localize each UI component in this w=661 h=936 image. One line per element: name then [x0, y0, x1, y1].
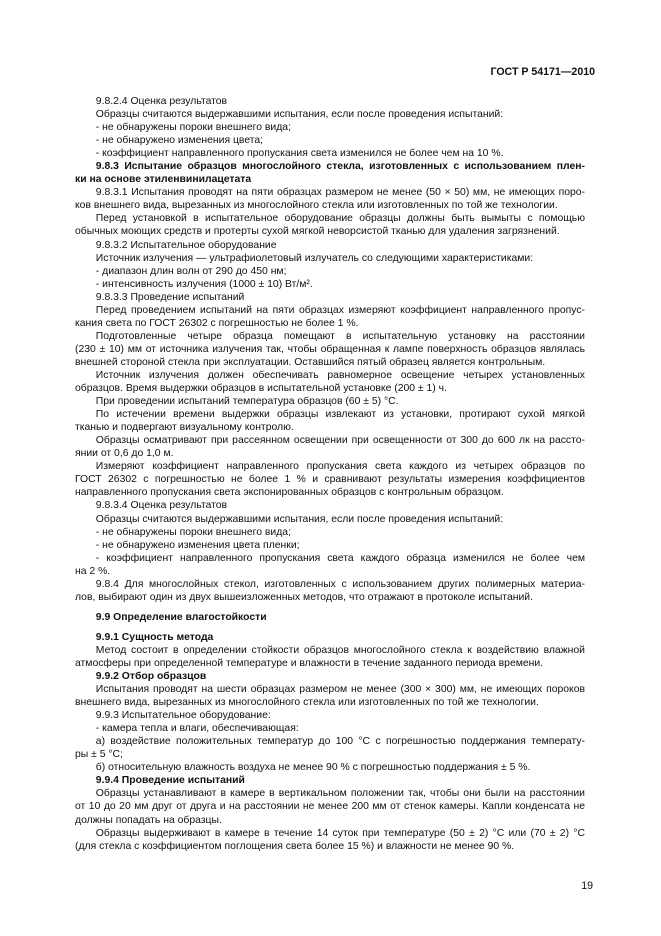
- paragraph: Образцы осматривают при рассеянном освещении при освещенности от 300 до 600 лк на рассто-: [95, 435, 585, 447]
- paragraph: тканью и подвергают визуальному контролю.: [75, 422, 294, 434]
- paragraph: Источник излучения — ультрафиолетовый излучатель со следующими характеристиками:: [95, 252, 534, 264]
- paragraph: (230 ± 10) мм от источника излучения так, чтобы обращенная к лампе поверхность образцов являлась: [75, 343, 585, 355]
- paragraph: 9.8.3.1 Испытания проводят на пяти образцах размером не менее (50 × 50) мм, не имеющих поро-: [95, 187, 585, 199]
- subsection-heading: 9.9.3 Испытательное оборудование:: [95, 710, 271, 722]
- paragraph: 9.8.4 Для многослойных стекол, изготовленных с использованием других полимерных материа-: [95, 578, 585, 590]
- paragraph: При проведении испытаний температура образцов (60 ± 5) °С.: [95, 396, 399, 408]
- list-item: - интенсивность излучения (1000 ± 10) Вт/м².: [95, 278, 313, 290]
- list-item: - камера тепла и влаги, обеспечивающая:: [95, 723, 299, 735]
- section-heading: 9.9 Определение влагостойкости: [95, 611, 267, 623]
- paragraph: Перед установкой в испытательное оборудование образцы должны быть вымыты с помощью: [95, 213, 585, 225]
- subsection-heading: 9.8.3.4 Оценка результатов: [95, 500, 228, 512]
- paragraph: должны попадать на образцы.: [75, 814, 222, 826]
- section-heading: 9.9.4 Проведение испытаний: [95, 775, 245, 787]
- paragraph: Перед проведением испытаний на пяти образцах измеряют коэффициент направленного пропус-: [95, 304, 585, 316]
- paragraph: Источник излучения должен обеспечивать равномерное освещение четырех установленных: [95, 369, 585, 381]
- paragraph: ГОСТ 26302 с погрешностью не более 1 % и сравнивают результаты измерения коэффициентов: [75, 474, 585, 486]
- section-heading: ки на основе этиленвинилацетата: [75, 174, 252, 186]
- list-item: ры ± 5 °С;: [75, 749, 123, 761]
- standard-header: ГОСТ Р 54171—2010: [490, 66, 595, 78]
- paragraph: (для стекла с коэффициентом поглощения света более 15 %) и влажности не менее 90 %.: [75, 840, 515, 852]
- list-item: - не обнаружено изменения цвета пленки;: [95, 539, 300, 551]
- paragraph: Подготовленные четыре образца помещают в испытательную установку на расстоянии: [95, 330, 585, 342]
- paragraph: образцов. Время выдержки образцов в испытательной установке (200 ± 1) ч.: [75, 383, 447, 395]
- page-number: 19: [581, 880, 593, 892]
- paragraph: кания света по ГОСТ 26302 с погрешностью не более 1 %.: [75, 317, 359, 329]
- paragraph: внешнего вида, вырезанных из многослойного стекла или изготовленных по той же технологии.: [75, 697, 539, 709]
- list-item: - коэффициент направленного пропускания света изменился не более чем на 10 %.: [95, 148, 504, 160]
- document-body: [75, 95, 585, 853]
- paragraph: ков внешнего вида, вырезанных из многослойного стекла или изготовленных по той же технологии.: [75, 200, 558, 212]
- paragraph: Образцы выдерживают в камере в течение 14 суток при температуре (50 ± 2) °С или (70 ± 2) °С: [95, 827, 585, 839]
- paragraph: внешней стороной стекла при эксплуатации. Оставшийся пятый образец является контрольным.: [75, 356, 546, 368]
- list-item: на 2 %.: [75, 565, 111, 577]
- paragraph: от 10 до 20 мм друг от друга и на расстоянии не менее 200 мм от стенок камеры. Капли конденсата не: [75, 801, 585, 813]
- subsection-heading: 9.8.3.3 Проведение испытаний: [95, 291, 245, 303]
- list-item: - коэффициент направленного пропускания света каждого образца изменился не более чем: [95, 552, 585, 564]
- paragraph: лов, выбирают один из двух вышеизложенных методов, что отражают в протоколе испытаний.: [75, 591, 533, 603]
- paragraph: направленного пропускания света экспонированных образцов с контрольным образцом.: [75, 487, 504, 499]
- paragraph: обычных моющих средств и протерты сухой мягкой неворсистой тканью для удаления загрязнений.: [75, 226, 560, 238]
- paragraph: Образцы считаются выдержавшими испытания, если после проведения испытаний:: [95, 109, 504, 121]
- section-heading: 9.9.1 Сущность метода: [95, 631, 214, 643]
- section-heading: 9.8.3 Испытание образцов многослойного стекла, изготовленных с использованием плен-: [95, 161, 585, 173]
- paragraph: янии от 0,6 до 1,0 м.: [75, 448, 174, 460]
- list-item: - не обнаружены пороки внешнего вида;: [95, 526, 291, 538]
- paragraph: Метод состоит в определении стойкости образцов многослойного стекла к воздействию влажной: [95, 644, 585, 656]
- list-item: а) воздействие положительных температур до 100 °С с погрешностью поддержания температу-: [95, 736, 585, 748]
- paragraph: 9.8.2.4 Оценка результатов: [95, 96, 228, 107]
- section-heading: 9.9.2 Отбор образцов: [95, 671, 207, 683]
- paragraph: Образцы считаются выдержавшими испытания, если после проведения испытаний:: [95, 513, 504, 525]
- paragraph: Испытания проводят на шести образцах размером не менее (300 × 300) мм, не имеющих пороков: [95, 684, 585, 696]
- list-item: - диапазон длин волн от 290 до 450 нм;: [95, 265, 287, 277]
- list-item: - не обнаружено изменения цвета;: [95, 135, 264, 147]
- paragraph: По истечении времени выдержки образцы извлекают из установки, протирают сухой мягкой: [95, 409, 585, 421]
- paragraph: Измеряют коэффициент направленного пропускания света каждого из четырех образцов по: [95, 461, 585, 473]
- list-item: б) относительную влажность воздуха не менее 90 % с погрешностью поддержания ± 5 %.: [95, 762, 531, 774]
- list-item: - не обнаружены пороки внешнего вида;: [95, 122, 291, 134]
- paragraph: Образцы устанавливают в камере в вертикальном положении так, чтобы они были на расстоянии: [95, 788, 585, 800]
- subsection-heading: 9.8.3.2 Испытательное оборудование: [95, 239, 277, 251]
- paragraph: атмосферы при определенной температуре и влажности в течение заданного периода времени.: [75, 657, 544, 669]
